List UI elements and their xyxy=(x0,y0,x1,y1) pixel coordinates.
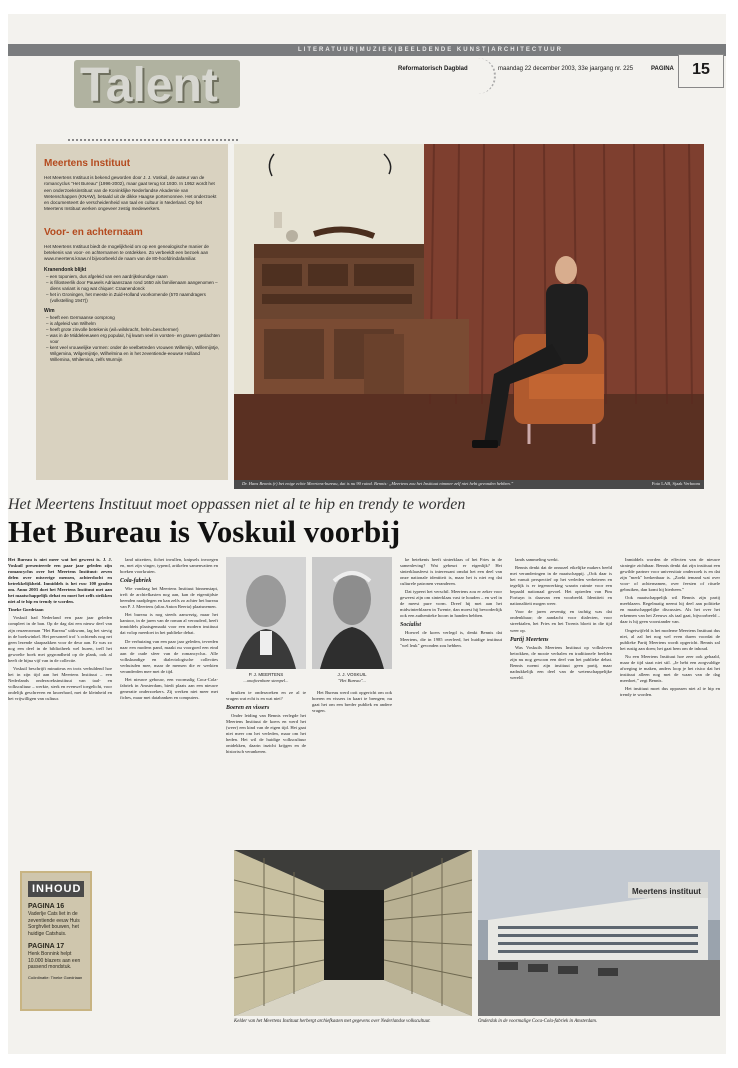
sidebar-text-namen: Het Meertens Instituut biedt de mogelijkheid om op een genealogische manier de betekenis van voor- en achternamen te ontdekken. Zo verbeeldt een bezoek aan www.meertens.knaw.nl bijvoorbeeld de naam van de 80-hoofdrindafamiliar. xyxy=(44,243,209,262)
sidebar-text-instituut: Het Meertens Instituut is bekend geworden door J. J. Voskuil, de auteur van de romancyclus "Het Bureau" (1996-2002), maar gaat terug tot 1930. In 1952 wordt het een onderzoeksinstituut van de Koninklijke Nederlandse Akademie van Wetenschappen (KNAW), betaald uit de dikke Haagse portemonnee. Het onderzoekt en documenteert de verscheidenheid van taal en cultuur in Nederland. Op het Meertens Instituut werken ongeveer zestig medewerkers. xyxy=(44,175,217,212)
section-title: Talent xyxy=(80,59,218,112)
paragraph: Het instituut moet dus oppassen niet al te hip en trendy te worden. xyxy=(620,685,720,697)
article-column-3 xyxy=(226,690,306,856)
paragraph: Voskuil beschrijft minutieus en trots verbuldend hoe het in zijn tijd aan het Meertens Instituut – een Nederlands onderzoeksinstituut van taal- en volkscultuur – werkte, sterk en evenwel toegelicht, voor ondelijk geschreven en knoerhard, met de kleinheid en het vrijwilligen van cultuur. xyxy=(8,665,112,702)
info-sidebar xyxy=(36,144,228,480)
decorative-arc xyxy=(466,58,496,94)
contents-credit: Coördinatie: Tineke Goedriaan xyxy=(28,974,83,980)
building-photo-image xyxy=(478,850,720,1016)
article-headline: Het Bureau is Voskuil voorbij xyxy=(8,514,401,549)
photo-credit: Foto LAB, Sjaak Verboom xyxy=(651,481,700,486)
paragraph: Het Bureau werd ooit opgericht om ook boeren en vissers in kaart te brengen; nu gaat het om een breder publiek en andere vragen. xyxy=(312,690,392,714)
portrait-voskuil-name: J. J. VOSKUIL xyxy=(337,672,367,677)
sidebar-heading-instituut: Meertens Instituut xyxy=(44,158,131,169)
page-label: PAGINA xyxy=(651,66,674,72)
subheading-cola: Cola-fabriek xyxy=(120,578,152,585)
paragraph: lands sammeling werkt. xyxy=(515,557,559,562)
archive-photo-image xyxy=(234,850,472,1016)
contents-text-17: Henk Bonnink helpt 10.000 blazers aan een passend mondstuk. xyxy=(28,951,81,970)
paragraph: De verhuizing van een paar jaar geleden, tevreden naar een modern pand, maakt nu voorgoed een eind aan de oude sfeer van de romancyclus. Alle volkskundige en dialectologische collecties verhuisden mee, maar de mensen die er werkten veranderden mee met de tijd. xyxy=(120,638,218,674)
section-list: LITERATUUR|MUZIEK|BEELDENDE KUNST|ARCHITECTUUR xyxy=(298,47,563,53)
paragraph: ke betekenis heeft sinterklaas of het Fries in de samenleving? Wat gebeurt er eigenlijk? Het sinterklaasfeest is interessant omdat het een deel van onze nationale identiteit is, maar het is niet erg dat culturele patronen veranderen. xyxy=(400,557,502,587)
subheading-boeren: Boeren en vissers xyxy=(226,705,270,712)
list-item: – is afgeleid van Wilhelm xyxy=(46,320,96,326)
contents-box xyxy=(20,871,92,1011)
portrait-voskuil-caption xyxy=(312,672,392,684)
paragraph: Dat typeert het verschil. Meertens zou er zeker voor geweest zijn om sinterklaas vast te houden – en wel in de meest pure vorm. Dreef hij met aan het midwinterblazen in Twente, dan moest hij bevorderlijk ook een authentieke hoorn in handen hebben. xyxy=(400,589,502,619)
contents-title: INHOUD xyxy=(28,881,84,897)
list-item: – heeft grote zinvolle betekenis (wil=wilskracht, helm=beschermer) xyxy=(46,326,179,332)
paragraph: Nu een Meertens Instituut hoe zeer ook gehaald, maar de tijd staat niet stil. „Je hebt een zorgvuldige afweging te maken, anders loop je het risico dat het instituut alleen nog met de waan van de dag meedoet,” zegt Bennis. xyxy=(620,653,720,683)
building-sign: Meertens instituut xyxy=(632,887,701,896)
paragraph: Voskuil had Nederland een paar jaar geleden compleet in de ban. Op de dag dat een nieuw deel van zijn reuzenroman "Het Bureau" uitkwam, lag het stevig in de boekwinkel. Het personeel trof 's ochtends nog net geen lezende slaapzakken voor de deur aan. Er was zo nog een deel in de bibliotheek wel huren, trefl het gewoelte boek met gegrondheid op de plank, ook al heeft de bijna vijf van in de collectie. xyxy=(8,615,112,663)
portrait-voskuil-quote: "Het Bureau"... xyxy=(338,678,366,683)
portrait-meertens-caption xyxy=(226,672,306,684)
portrait-voskuil-image xyxy=(312,557,392,669)
list-item: – kent veel vrouwelijke vormen: onder de veelbetreden vrouwen Willemijn, Willemijntje, Wilgemina, Wilgemijntje, Wilhelmina en in het zeventiende-eeuwse Holland Willemina, Whilemina, zelfs Wurmijn xyxy=(46,344,220,362)
article-byline: Tineke Goedriaan xyxy=(8,607,44,613)
paragraph: Ongetwijfeld is het moderne Meertens Instituut dus niet, al zal het nog wel even duren voordat de publieke Partij Meertens wordt opgericht. Bennis zal het rustig aan doen; het gaat hem om de inhoud. xyxy=(620,627,720,651)
paragraph: bruiken te onderzoeken en ze al te vragen wat echt is en wat niet? xyxy=(226,690,306,702)
article-column-5 xyxy=(400,557,502,857)
list-item: – een toponiem, dus afgeleid van een aardrijkskundige naam xyxy=(46,273,168,279)
list-item: – was in de Middeleeuwen erg populair, hij kwam veel in vorsten- en graven geslachten voor xyxy=(46,332,220,344)
main-photo xyxy=(234,144,704,480)
sidebar-subheading-kranendonk: Kranendonk blijkt xyxy=(44,266,87,273)
article-column-2 xyxy=(120,557,218,857)
portrait-voskuil xyxy=(312,557,392,669)
paragraph: Bennis denkt dat de onnozel eikelijke makers beeld met veranderingen in de maatschappij. „Ook daar is het vanuit perspectief op het verleden verbeteren en tegelijk is er tegenwerking waarin ruimte voor een bepaald nationaal gevoel. Het optreden van Pim Fortuyn is daarvan een voorbeeld. Identiteit en nationaliteit mogen weer. xyxy=(510,565,612,607)
portrait-meertens-quote: ...onafwenbare stempel... xyxy=(243,678,289,683)
newspaper-page xyxy=(8,14,726,1054)
building-photo xyxy=(478,850,720,1016)
paragraph: Onder leiding van Bennis verlegde het Meertens Instituut de koers en werd het (weer) een kind van de eigen tijd. Het gaat niet meer om het verleden, maar om het heden. Het wil de huidige volkscultuur ontdekken, daarin inzicht krijgen en de historisch verankeren. xyxy=(226,713,306,755)
main-photo-illustration xyxy=(234,144,704,480)
page-number-box xyxy=(678,54,724,88)
subheading-partij: Partij Meertens xyxy=(510,636,549,643)
paragraph: Hoewel de koers verlegd is, denkt Bennis dat Meertens, die in 1985 overleed, het huidige instituut "wel leuk" gevonden zou hebben. xyxy=(400,630,502,648)
paragraph: Voor de jaren zeventig en tachtig was dat ondenkbaar; de aandacht voor dialecten, voor streektalen, het Fries en het Twents bloeit in die tijd weer op. xyxy=(510,609,612,633)
paragraph: Het bureau is nog steeds aanwezig, maar het kantoor, in de jaren van de roman al verouderd, heeft inmiddels plaatsgemaakt voor een modern instituut dat volop meedoet in het publieke debat. xyxy=(120,612,218,636)
list-item: – is fillosteerlik door Pauwels Adriaanszaan rond 1650 als familienaam aangenomen – diens variant is nog wat chiquer: Craanendonck xyxy=(46,279,218,291)
paragraph: Inmiddels worden de effecten van de nieuwe strategie zichtbaar. Bennis denkt dat zijn instituut een gewilde partner voor universitair onderzoek is en dat zijn "merk" herkenbaar is. „Zoekt iemand wat over voor- of achternamen, over feesten of rituele gebruiken, dan komt hij hierheen.” xyxy=(620,557,720,593)
archive-photo-caption: Kelder van het Meertens Instituut herbergt archiefkasten met gegevens over Nederlandse volkscultuur. xyxy=(234,1019,431,1024)
sidebar-heading-namen: Voor- en achternaam xyxy=(44,226,143,238)
photo-caption-bar xyxy=(234,480,704,489)
paragraph: land uitzetten, fichet invullen, knipsels invoegen en, met zijn vinger, typend, artikelen samenvatten en boeken voorkruien. xyxy=(120,557,218,575)
portrait-meertens-image xyxy=(226,557,306,669)
photo-caption: Dr. Hans Bennis (r) bet enige echte Meertens-bureau, dat is nu 90 ruind. Bennis: „Meertens zou het Instituut nimmer zelf niet hebt gevonden hebben.” xyxy=(242,481,514,486)
portrait-meertens xyxy=(226,557,306,669)
dotted-divider xyxy=(68,139,238,141)
section-bar xyxy=(8,44,726,56)
page-number: 15 xyxy=(692,61,710,78)
list-item: – heeft een Germaanse oorsprong xyxy=(46,314,115,320)
sidebar-subheading-wim: Wim xyxy=(44,307,55,314)
article-column-4 xyxy=(312,690,392,856)
subheading-socialist: Socialist xyxy=(400,622,422,629)
sidebar-list-wim xyxy=(36,315,228,363)
sidebar-list-kranendonk xyxy=(36,274,228,304)
article-column-1 xyxy=(8,557,112,857)
paragraph: Ook maatschappelijk wil Bennis zijn partij meeblazen. Regelmatig neemt hij deel aan politieke en maatschappelijke discussies. Als het over het erkennen van het Zeeuws als taal gaat, bijvoorbeeld – daar is hij geen voorstander van. xyxy=(620,595,720,625)
dateline: maandag 22 december 2003, 33e jaargang nr. 225 xyxy=(498,66,634,72)
article-lead: Het Bureau is niet meer wat het geweest is. J. J. Voskuil presenteerde een paar jaar geleden zijn romancyclus over het Meertens Instituut: zeven delen over misverige mensen, achterdocht en betrekkelijkheid. Inmiddels is het ruw 100 graden om. Anno 2003 doet het Meertens Instituut met aan het maatschappelijk debat en moet het zelfs strikken niet al te hip en trendy te worden. xyxy=(8,557,112,605)
paragraph: Het nieuwe gebouw, een voormalig Coca-Cola-fabriek in Amsterdam, biedt plaats aan een nieuwe generatie onderzoekers. Zij werken niet meer met fiches, maar met databanken en computers. xyxy=(120,676,218,700)
contents-text-16: Vaderlje Cats liet in de zeventiende eeuw Huis Sorghvliet bouwen, het huidige Catshuis. xyxy=(28,911,80,937)
contents-page-17: PAGINA 17 xyxy=(28,943,65,950)
portrait-meertens-name: P. J. MEERTENS xyxy=(248,672,284,677)
contents-page-16: PAGINA 16 xyxy=(28,903,65,910)
section-title-logo xyxy=(74,59,240,112)
article-kicker: Het Meertens Instituut moet oppassen niet al te hip en trendy te worden xyxy=(8,496,466,513)
archive-photo xyxy=(234,850,472,1016)
article-column-7 xyxy=(620,557,720,857)
paragraph: Was Voskuils Meertens Instituut op volksleven betrokken, de mooie verhalen en traditionele beelden zijn nu nog gewoon een deel van het publieke debat. Bennis noemt zijn instituut geen partij, maar nadrukkelijk een deel van de wetenschappelijke wereld. xyxy=(510,644,612,680)
newspaper-name: Reformatorisch Dagblad xyxy=(398,66,468,72)
building-photo-caption: Onderdak in de voormalige Coca-Cola-fabriek in Amsterdam. xyxy=(478,1019,598,1024)
article-column-6 xyxy=(510,557,612,857)
list-item: – het in Groningen, het meeste in Zuid-Holland voorkomende (570 naamdragers (volkstelling 1947)) xyxy=(46,291,206,303)
paragraph: Wie vandaag het Meertens Instituut binnenstapt, treft de archiefkasten nog aan, kan de eigentijdste beenden raadplegen en kan zelfs zo achter het bureau van P. J. Meertens (alias Anton Beerta) plaatsnemen. xyxy=(120,586,218,610)
